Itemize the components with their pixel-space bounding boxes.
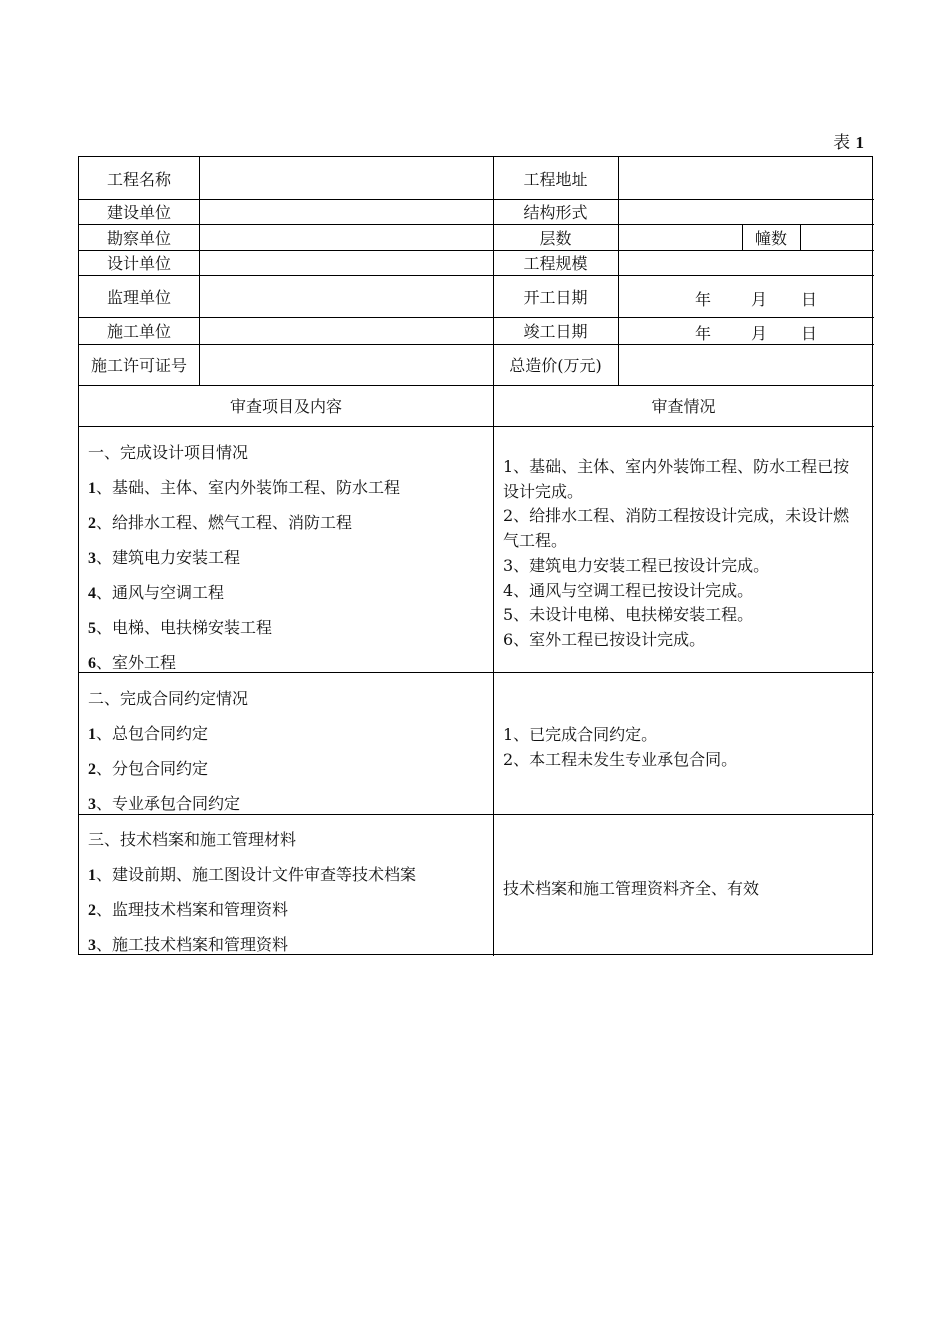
status-line: 技术档案和施工管理资料齐全、有效 xyxy=(503,879,760,898)
row-divider xyxy=(79,814,874,815)
status-line: 2、给排水工程、消防工程按设计完成，未设计燃 xyxy=(503,506,850,525)
list-item: 4、通风与空调工程 xyxy=(88,583,225,602)
status-line: 气工程。 xyxy=(503,531,568,550)
header-review-items: 审查项目及内容 xyxy=(229,397,342,416)
status-line: 1、已完成合同约定。 xyxy=(503,725,658,744)
list-item: 3、建筑电力安装工程 xyxy=(88,548,241,567)
label-floors: 层数 xyxy=(539,228,572,248)
col-divider xyxy=(800,224,801,250)
section-title: 一、完成设计项目情况 xyxy=(88,443,249,462)
label-buildings: 幢数 xyxy=(754,228,787,248)
list-item: 5、电梯、电扶梯安装工程 xyxy=(88,618,273,637)
status-line: 1、基础、主体、室内外装饰工程、防水工程已按 xyxy=(503,457,850,476)
label-survey-unit: 勘察单位 xyxy=(106,228,171,248)
label-project-address: 工程地址 xyxy=(523,169,588,189)
list-item: 3、施工技术档案和管理资料 xyxy=(88,935,289,954)
list-item: 3、专业承包合同约定 xyxy=(88,794,241,813)
col-divider xyxy=(618,157,619,385)
status-line: 5、未设计电梯、电扶梯安装工程。 xyxy=(503,605,754,624)
status-line: 6、室外工程已按设计完成。 xyxy=(503,630,706,649)
status-line: 3、建筑电力安装工程已按设计完成。 xyxy=(503,556,770,575)
start-date-value: 年 月 日 xyxy=(695,290,818,309)
label-design-unit: 设计单位 xyxy=(106,254,171,273)
row-divider xyxy=(79,672,874,673)
completion-date-value: 年 月 日 xyxy=(695,324,818,343)
label-project-name: 工程名称 xyxy=(106,169,171,189)
list-item: 2、给排水工程、燃气工程、消防工程 xyxy=(88,513,353,532)
table-label: 表 1 xyxy=(833,133,864,153)
list-item: 1、建设前期、施工图设计文件审查等技术档案 xyxy=(88,865,417,884)
label-completion-date: 竣工日期 xyxy=(523,322,588,341)
label-total-cost: 总造价(万元) xyxy=(509,356,602,375)
row-divider xyxy=(79,426,874,427)
label-start-date: 开工日期 xyxy=(523,287,588,307)
status-line: 2、本工程未发生专业承包合同。 xyxy=(503,750,738,769)
label-contractor-unit: 施工单位 xyxy=(106,322,171,341)
col-divider xyxy=(199,157,200,385)
list-item: 2、分包合同约定 xyxy=(88,759,209,778)
label-supervision-unit: 监理单位 xyxy=(106,287,171,307)
review-table xyxy=(78,156,873,955)
list-item: 1、基础、主体、室内外装饰工程、防水工程 xyxy=(88,478,401,497)
label-permit-number: 施工许可证号 xyxy=(90,356,187,375)
list-item: 1、总包合同约定 xyxy=(88,724,209,743)
section-title: 三、技术档案和施工管理材料 xyxy=(88,830,297,849)
label-project-scale: 工程规模 xyxy=(523,254,588,273)
section-title: 二、完成合同约定情况 xyxy=(88,689,249,708)
label-construction-unit: 建设单位 xyxy=(106,203,171,222)
label-structure-type: 结构形式 xyxy=(523,203,588,222)
list-item: 6、室外工程 xyxy=(88,653,177,672)
list-item: 2、监理技术档案和管理资料 xyxy=(88,900,289,919)
header-review-status: 审查情况 xyxy=(651,397,716,416)
status-line: 设计完成。 xyxy=(503,482,584,501)
status-line: 4、通风与空调工程已按设计完成。 xyxy=(503,581,754,600)
